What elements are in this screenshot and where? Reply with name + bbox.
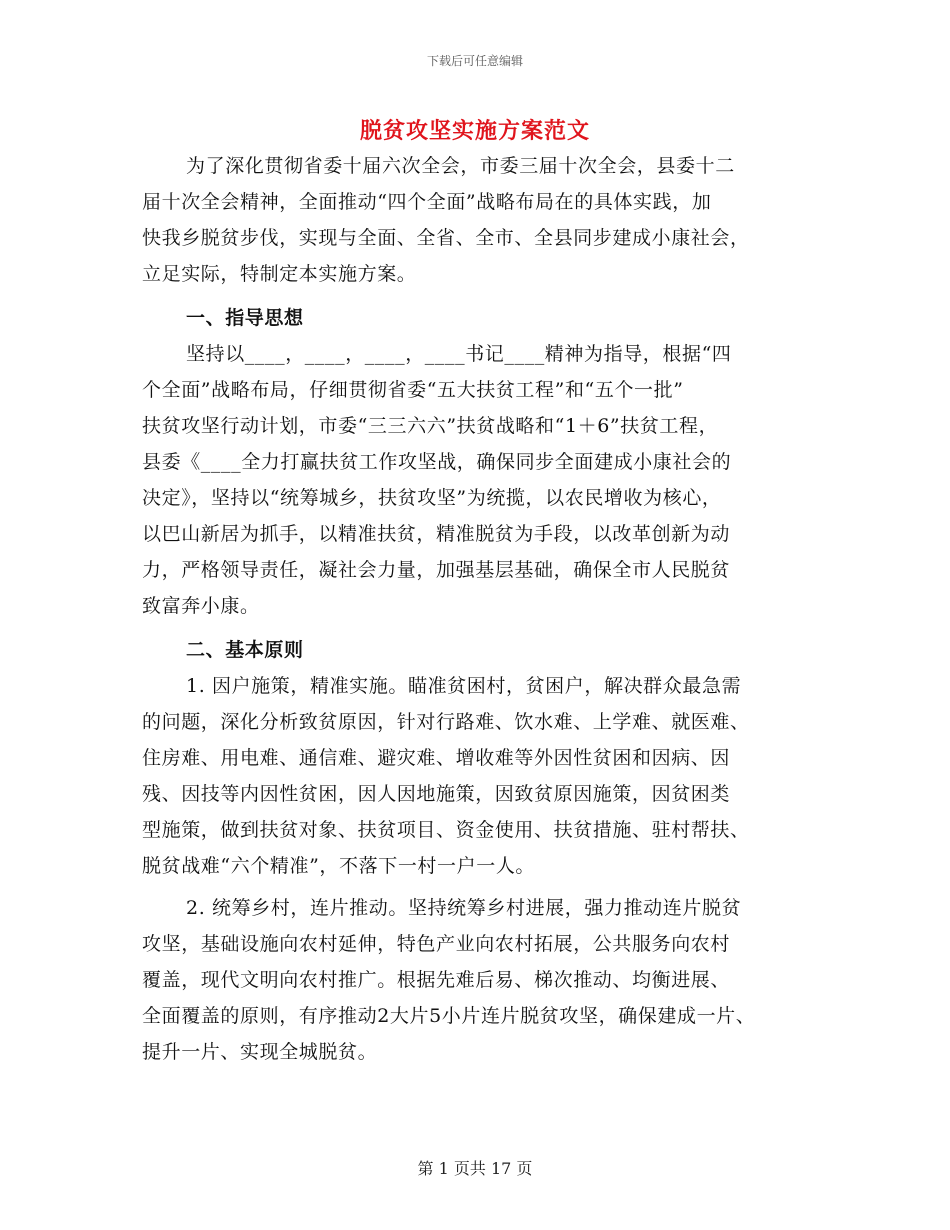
paragraph-line: 扶贫攻坚行动计划，市委“三三六六”扶贫战略和“1＋6”扶贫工程， xyxy=(142,415,719,437)
page-footer: 第 1 页共 17 页 xyxy=(417,1159,533,1178)
paragraph-line: 型施策，做到扶贫对象、扶贫项目、资金使用、扶贫措施、驻村帮扶、 xyxy=(142,819,750,841)
paragraph-line: 2. 统筹乡村，连片推动。坚持统筹乡村进展，强力推动连片脱贫 xyxy=(186,897,742,919)
header-note: 下载后可任意编辑 xyxy=(426,54,523,68)
section-heading: 一、指导思想 xyxy=(186,307,304,329)
paragraph-line: 为了深化贯彻省委十届六次全会，市委三届十次全会，县委十二 xyxy=(186,155,735,177)
paragraph-line: 以巴山新居为抓手，以精准扶贫，精准脱贫为手段，以改革创新为动 xyxy=(142,523,731,545)
paragraph-line: 力，严格领导责任，凝社会力量，加强基层基础，确保全市人民脱贫 xyxy=(142,559,731,581)
paragraph-line: 的问题，深化分析致贫原因，针对行路难、饮水难、上学难、就医难、 xyxy=(142,711,750,733)
document-title: 脱贫攻坚实施方案范文 xyxy=(359,118,590,144)
paragraph-line: 立足实际，特制定本实施方案。 xyxy=(142,263,417,285)
paragraph-line: 提升一片、实现全城脱贫。 xyxy=(142,1041,378,1063)
paragraph-line: 脱贫战难“六个精准”，不落下一村一户一人。 xyxy=(142,855,536,877)
paragraph-line: 住房难、用电难、通信难、避灾难、增收难等外因性贫困和因病、因 xyxy=(142,747,731,769)
paragraph-line: 县委《____全力打赢扶贫工作攻坚战，确保同步全面建成小康社会的 xyxy=(142,451,732,473)
paragraph-line: 残、因技等内因性贫困，因人因地施策，因致贫原因施策，因贫困类 xyxy=(142,783,731,805)
paragraph-line: 致富奔小康。 xyxy=(142,595,260,617)
paragraph-line: 1. 因户施策，精准实施。瞄准贫困村，贫困户，解决群众最急需 xyxy=(186,675,742,697)
paragraph-line: 决定》，坚持以“统筹城乡，扶贫攻坚”为统揽，以农民增收为核心， xyxy=(142,487,722,509)
paragraph-line: 覆盖，现代文明向农村推广。根据先难后易、梯次推动、均衡进展、 xyxy=(142,969,731,991)
paragraph-line: 全面覆盖的原则，有序推动2大片5小片连片脱贫攻坚，确保建成一片、 xyxy=(142,1005,756,1027)
paragraph-line: 坚持以____，____，____，____书记____精神为指导，根据“四 xyxy=(186,343,732,365)
paragraph-line: 届十次全会精神，全面推动“四个全面”战略布局在的具体实践，加 xyxy=(142,191,712,213)
paragraph-line: 攻坚，基础设施向农村延伸，特色产业向农村拓展，公共服务向农村 xyxy=(142,933,731,955)
paragraph-line: 快我乡脱贫步伐，实现与全面、全省、全市、全县同步建成小康社会， xyxy=(142,227,750,249)
section-heading: 二、基本原则 xyxy=(186,639,304,661)
paragraph-line: 个全面”战略布局，仔细贯彻省委“五大扶贫工程”和“五个一批” xyxy=(142,379,684,401)
